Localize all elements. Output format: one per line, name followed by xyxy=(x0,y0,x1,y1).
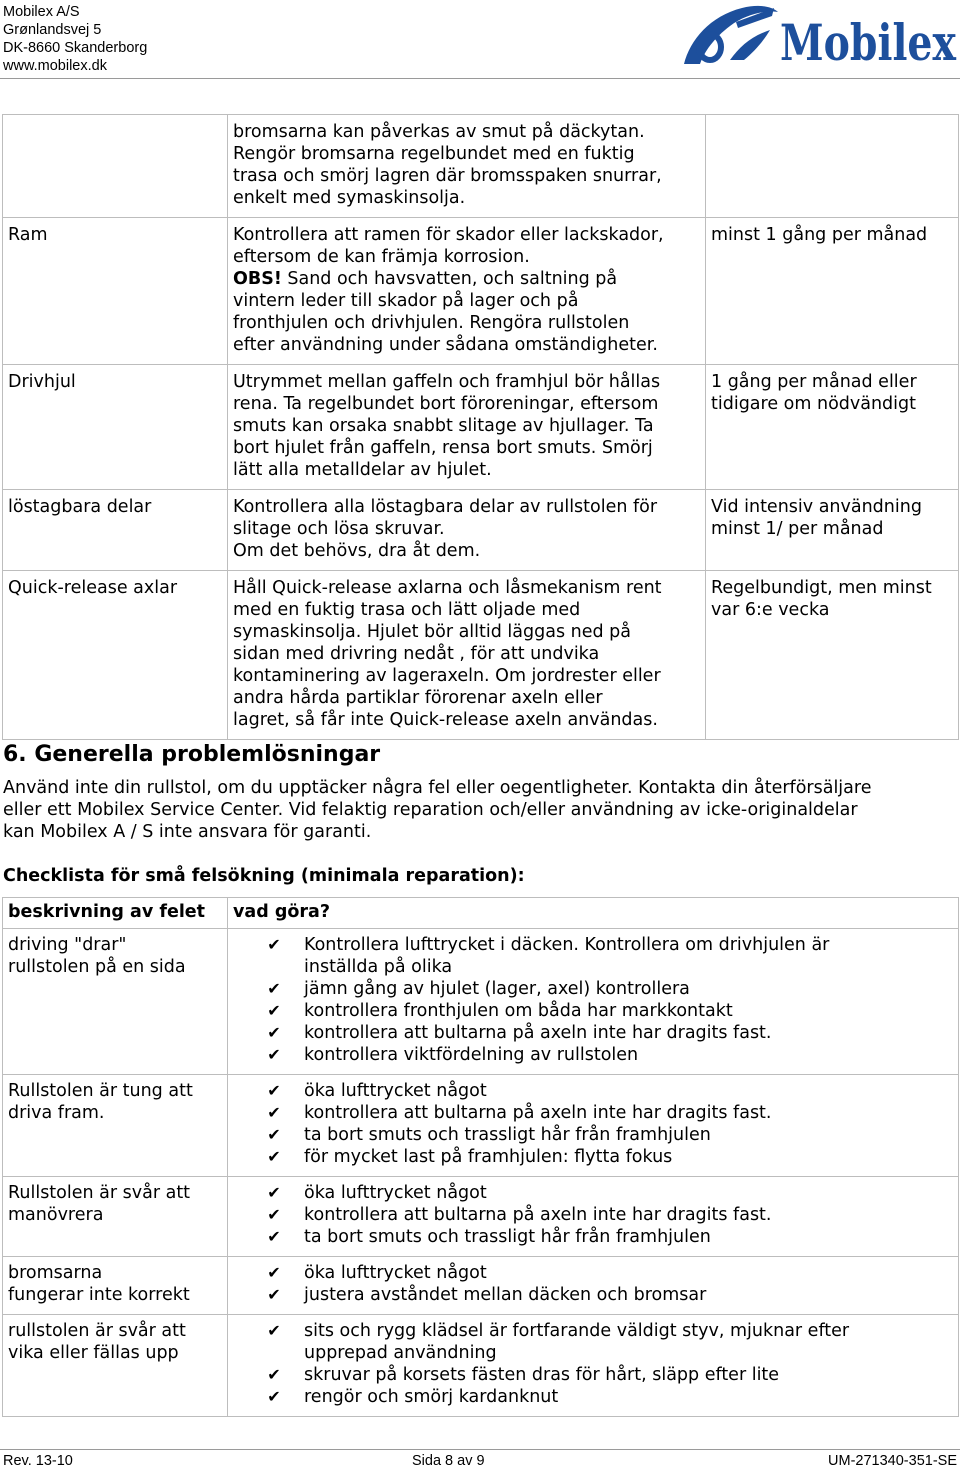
checkmark-icon: ✔ xyxy=(267,1001,281,1020)
action-line: Kontrollera lufttrycket i däcken. Kontrollera om drivhjulen är xyxy=(304,935,830,955)
instruction-line: vintern leder till skador på lager och på xyxy=(233,291,579,311)
action-item xyxy=(233,1364,953,1386)
checklist-heading: Checklista för små felsökning (minimala reparation): xyxy=(3,866,525,886)
interval-cell: minst 1 gång per månad xyxy=(706,218,959,365)
instructions-cell xyxy=(228,115,706,218)
action-line: öka lufttrycket något xyxy=(304,1183,487,1203)
action-list xyxy=(233,1262,953,1306)
action-item xyxy=(233,1204,953,1226)
table-row xyxy=(3,929,959,1075)
instruction-line: slitage och lösa skruvar. xyxy=(233,519,445,539)
problem-cell xyxy=(3,1177,228,1257)
action-line: kontrollera att bultarna på axeln inte har dragits fast. xyxy=(304,1023,772,1043)
checkmark-icon: ✔ xyxy=(267,1147,281,1166)
address-line: Mobilex A/S xyxy=(3,4,80,20)
column-header-action: vad göra? xyxy=(228,898,959,929)
action-list xyxy=(233,1182,953,1248)
instruction-line: andra hårda partiklar förorenar axeln eller xyxy=(233,688,603,708)
checkmark-icon: ✔ xyxy=(267,1321,281,1340)
action-item xyxy=(233,1146,953,1168)
action-line: för mycket last på framhjulen: flytta fokus xyxy=(304,1147,673,1167)
checkmark-icon: ✔ xyxy=(267,1103,281,1122)
troubleshooting-table xyxy=(2,897,959,1417)
instruction-line: smuts kan orsaka snabbt slitage av hjullager. Ta xyxy=(233,416,654,436)
action-item xyxy=(233,1124,953,1146)
action-item xyxy=(233,1226,953,1248)
checkmark-icon: ✔ xyxy=(267,1387,281,1406)
actions-cell xyxy=(228,929,959,1075)
action-line: rengör och smörj kardanknut xyxy=(304,1387,559,1407)
instruction-line: Utrymmet mellan gaffeln och framhjul bör hållas xyxy=(233,372,661,392)
table-header-row xyxy=(3,898,959,929)
instruction-line: eftersom de kan främja korrosion. xyxy=(233,247,530,267)
page-number: Sida 8 av 9 xyxy=(412,1453,485,1469)
action-item xyxy=(233,1262,953,1284)
paragraph-line: kan Mobilex A / S inte ansvara för garanti. xyxy=(3,822,372,842)
revision-label: Rev. 13-10 xyxy=(3,1453,73,1469)
instruction-line: enkelt med symaskinsolja. xyxy=(233,188,466,208)
table-row xyxy=(3,1257,959,1315)
part-cell: löstagbara delar xyxy=(3,490,228,571)
table-row xyxy=(3,1177,959,1257)
problem-cell xyxy=(3,1315,228,1417)
table-row xyxy=(3,365,959,490)
checkmark-icon: ✔ xyxy=(267,1183,281,1202)
problem-line: rullstolen på en sida xyxy=(8,957,186,977)
checkmark-icon: ✔ xyxy=(267,1023,281,1042)
checkmark-icon: ✔ xyxy=(267,1081,281,1100)
problem-line: manövrera xyxy=(8,1205,104,1225)
interval-cell xyxy=(706,571,959,740)
checkmark-icon: ✔ xyxy=(267,1365,281,1384)
problem-cell xyxy=(3,1075,228,1177)
instruction-line: Om det behövs, dra åt dem. xyxy=(233,541,481,561)
table-row xyxy=(3,218,959,365)
instruction-line: bromsarna kan påverkas av smut på däckytan. xyxy=(233,122,645,142)
action-line: sits och rygg klädsel är fortfarande väldigt styv, mjuknar efter xyxy=(304,1321,850,1341)
problem-line: driva fram. xyxy=(8,1103,105,1123)
action-line: kontrollera fronthjulen om båda har markkontakt xyxy=(304,1001,733,1021)
action-line: inställda på olika xyxy=(304,957,453,977)
action-line: upprepad användning xyxy=(304,1343,497,1363)
action-item xyxy=(233,1080,953,1102)
instruction-line: trasa och smörj lagren där bromsspaken snurrar, xyxy=(233,166,662,186)
action-list xyxy=(233,934,953,1066)
logo-wordmark: Mobilex xyxy=(780,13,957,68)
problem-line: driving "drar" xyxy=(8,935,127,955)
instruction-line: sidan med drivring nedåt , för att undvika xyxy=(233,644,600,664)
checkmark-icon: ✔ xyxy=(267,1205,281,1224)
maintenance-table xyxy=(2,114,959,740)
problem-line: vika eller fällas upp xyxy=(8,1343,179,1363)
document-id: UM-271340-351-SE xyxy=(828,1453,957,1469)
action-line: öka lufttrycket något xyxy=(304,1263,487,1283)
checkmark-icon: ✔ xyxy=(267,1125,281,1144)
company-address xyxy=(3,3,147,75)
action-item xyxy=(233,1386,953,1408)
instruction-line: lagret, så får inte Quick-release axeln användas. xyxy=(233,710,658,730)
address-line: Grønlandsvej 5 xyxy=(3,22,102,38)
action-item xyxy=(233,1102,953,1124)
actions-cell xyxy=(228,1315,959,1417)
action-line: kontrollera att bultarna på axeln inte har dragits fast. xyxy=(304,1103,772,1123)
problem-cell xyxy=(3,1257,228,1315)
actions-cell xyxy=(228,1257,959,1315)
action-line: ta bort smuts och trassligt hår från framhjulen xyxy=(304,1125,711,1145)
obs-label: OBS! xyxy=(233,269,282,289)
problem-line: bromsarna xyxy=(8,1263,103,1283)
problem-cell xyxy=(3,929,228,1075)
action-item xyxy=(233,1000,953,1022)
instruction-line: symaskinsolja. Hjulet bör alltid läggas ned på xyxy=(233,622,631,642)
part-cell: Drivhjul xyxy=(3,365,228,490)
section-paragraph xyxy=(3,777,958,843)
interval-line: tidigare om nödvändigt xyxy=(711,394,917,414)
action-line: skruvar på korsets fästen dras för hårt, släpp efter lite xyxy=(304,1365,780,1385)
actions-cell xyxy=(228,1177,959,1257)
obs-text: Sand och havsvatten, och saltning på xyxy=(281,269,618,289)
checkmark-icon: ✔ xyxy=(267,979,281,998)
action-list xyxy=(233,1080,953,1168)
part-cell xyxy=(3,115,228,218)
section-heading: 6. Generella problemlösningar xyxy=(3,742,381,767)
action-item xyxy=(233,1320,953,1364)
instructions-cell xyxy=(228,365,706,490)
problem-line: Rullstolen är svår att xyxy=(8,1183,191,1203)
instruction-line: Håll Quick-release axlarna och låsmekanism rent xyxy=(233,578,662,598)
action-item xyxy=(233,1044,953,1066)
actions-cell xyxy=(228,1075,959,1177)
instruction-line xyxy=(233,268,700,290)
action-line: ta bort smuts och trassligt hår från framhjulen xyxy=(304,1227,711,1247)
interval-line: Vid intensiv användning xyxy=(711,497,922,517)
checkmark-icon: ✔ xyxy=(267,935,281,954)
checkmark-icon: ✔ xyxy=(267,1285,281,1304)
checkmark-icon: ✔ xyxy=(267,1045,281,1064)
address-line: DK-8660 Skanderborg xyxy=(3,40,148,56)
table-row xyxy=(3,490,959,571)
instruction-line: lätt alla metalldelar av hjulet. xyxy=(233,460,492,480)
action-item xyxy=(233,1182,953,1204)
action-item xyxy=(233,1022,953,1044)
action-item xyxy=(233,978,953,1000)
part-cell: Ram xyxy=(3,218,228,365)
instruction-line: efter användning under sådana omständigheter. xyxy=(233,335,658,355)
action-item xyxy=(233,934,953,978)
action-line: jämn gång av hjulet (lager, axel) kontrollera xyxy=(304,979,690,999)
action-line: kontrollera att bultarna på axeln inte har dragits fast. xyxy=(304,1205,772,1225)
table-row xyxy=(3,1315,959,1417)
checkmark-icon: ✔ xyxy=(267,1263,281,1282)
action-line: justera avståndet mellan däcken och bromsar xyxy=(304,1285,707,1305)
table-row xyxy=(3,115,959,218)
interval-line: minst 1/ per månad xyxy=(711,519,884,539)
problem-line: fungerar inte korrekt xyxy=(8,1285,190,1305)
column-header-problem: beskrivning av felet xyxy=(3,898,228,929)
instruction-line: kontaminering av lageraxeln. Om jordrester eller xyxy=(233,666,661,686)
footer-divider xyxy=(0,1449,960,1450)
action-list xyxy=(233,1320,953,1408)
instruction-line: fronthjulen och drivhjulen. Rengöra rullstolen xyxy=(233,313,630,333)
table-row xyxy=(3,1075,959,1177)
instruction-line: Rengör bromsarna regelbundet med en fuktig xyxy=(233,144,635,164)
instruction-line: rena. Ta regelbundet bort föroreningar, eftersom xyxy=(233,394,659,414)
interval-cell xyxy=(706,115,959,218)
header-divider xyxy=(0,78,960,79)
part-cell: Quick-release axlar xyxy=(3,571,228,740)
instructions-cell xyxy=(228,490,706,571)
problem-line: rullstolen är svår att xyxy=(8,1321,186,1341)
website-link[interactable]: www.mobilex.dk xyxy=(3,58,107,74)
table-row xyxy=(3,571,959,740)
problem-line: Rullstolen är tung att xyxy=(8,1081,193,1101)
interval-line: 1 gång per månad eller xyxy=(711,372,917,392)
instruction-line: bort hjulet från gaffeln, rensa bort smuts. Smörj xyxy=(233,438,653,458)
action-line: öka lufttrycket något xyxy=(304,1081,487,1101)
instructions-cell xyxy=(228,218,706,365)
mobilex-logo xyxy=(680,2,958,68)
instructions-cell xyxy=(228,571,706,740)
action-item xyxy=(233,1284,953,1306)
instruction-line: Kontrollera alla löstagbara delar av rullstolen för xyxy=(233,497,658,517)
paragraph-line: eller ett Mobilex Service Center. Vid felaktig reparation och/eller användning av icke-originaldelar xyxy=(3,800,858,820)
interval-cell xyxy=(706,490,959,571)
action-line: kontrollera viktfördelning av rullstolen xyxy=(304,1045,639,1065)
instruction-line: med en fuktig trasa och lätt oljade med xyxy=(233,600,581,620)
checkmark-icon: ✔ xyxy=(267,1227,281,1246)
paragraph-line: Använd inte din rullstol, om du upptäcker några fel eller oegentligheter. Kontakta din återförsäljare xyxy=(3,778,872,798)
interval-cell xyxy=(706,365,959,490)
interval-line: Regelbundigt, men minst xyxy=(711,578,932,598)
instruction-line: Kontrollera att ramen för skador eller lackskador, xyxy=(233,225,664,245)
interval-line: var 6:e vecka xyxy=(711,600,830,620)
